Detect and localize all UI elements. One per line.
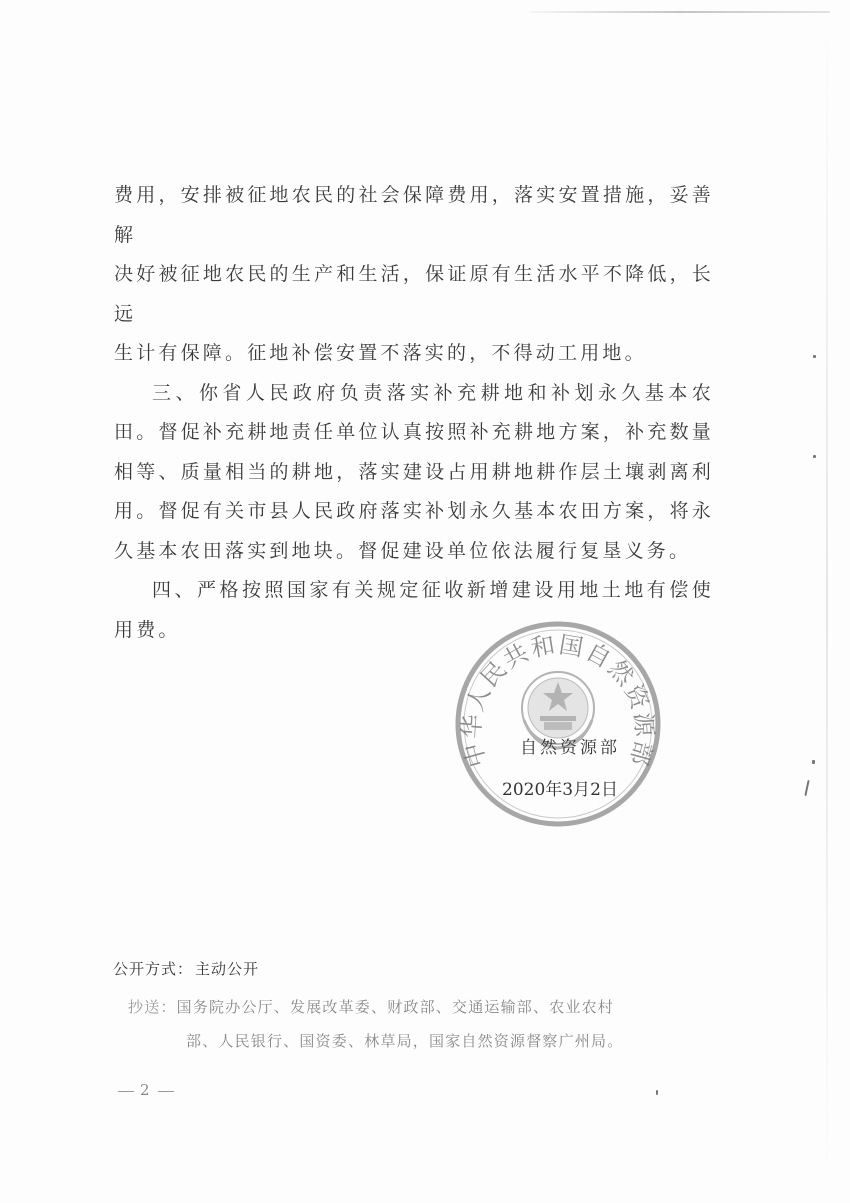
paragraph-four: 四、严格按照国家有关规定征收新增建设用地土地有偿使用费。 [114,579,714,641]
body-line-2: 决好被征地农民的生产和生活，保证原有生活水平不降低，长远 [114,263,714,325]
body-line-3: 生计有保障。征地补偿安置不落实的，不得动工用地。 [114,342,647,364]
body-text [114,176,714,650]
body-line-1: 费用，安排被征地农民的社会保障费用，落实安置措施，妥善解 [114,184,714,246]
signing-date: 2020年3月2日 [502,780,618,800]
cc-recipients-2: 部、人民银行、国资委、林草局，国家自然资源督察广州局。 [186,1032,624,1050]
cc-list [128,990,718,1058]
scan-edge-shadow [826,0,828,1203]
scan-speck [656,1090,658,1095]
page-number-dash-left [118,1091,134,1092]
disclosure-label: 公开方式： [113,960,194,978]
paragraph-three: 三、你省人民政府负责落实补充耕地和补划永久基本农田。督促补充耕地责任单位认真按照补充耕地方案，补充数量相等、质量相当的耕地，落实建设占用耕地耕作层土壤剥离利用。督促有关市县人民政府落实补划永久基本农田方案，将永久基本农田落实到地块。督促建设单位依法履行复垦义务。 [114,381,714,562]
signing-organization: 自然资源部 [520,738,620,758]
scan-speck [813,455,816,458]
page-number-dash-right [158,1091,174,1092]
seal-ring-text: 中华人民共和国自然资源部 [457,630,659,771]
page-number [112,1081,180,1099]
cc-recipients-1: 国务院办公厅、发展改革委、财政部、交通运输部、农业农村 [176,998,615,1016]
scan-speck [804,780,809,796]
cc-line-1 [128,990,718,1024]
scan-speck [813,355,816,358]
cc-label: 抄送： [128,998,177,1016]
scan-artifact-line [530,11,830,13]
scan-speck [812,760,815,764]
disclosure-method [113,958,259,979]
disclosure-value: 主动公开 [195,960,260,978]
page-number-value: 2 [140,1081,152,1099]
